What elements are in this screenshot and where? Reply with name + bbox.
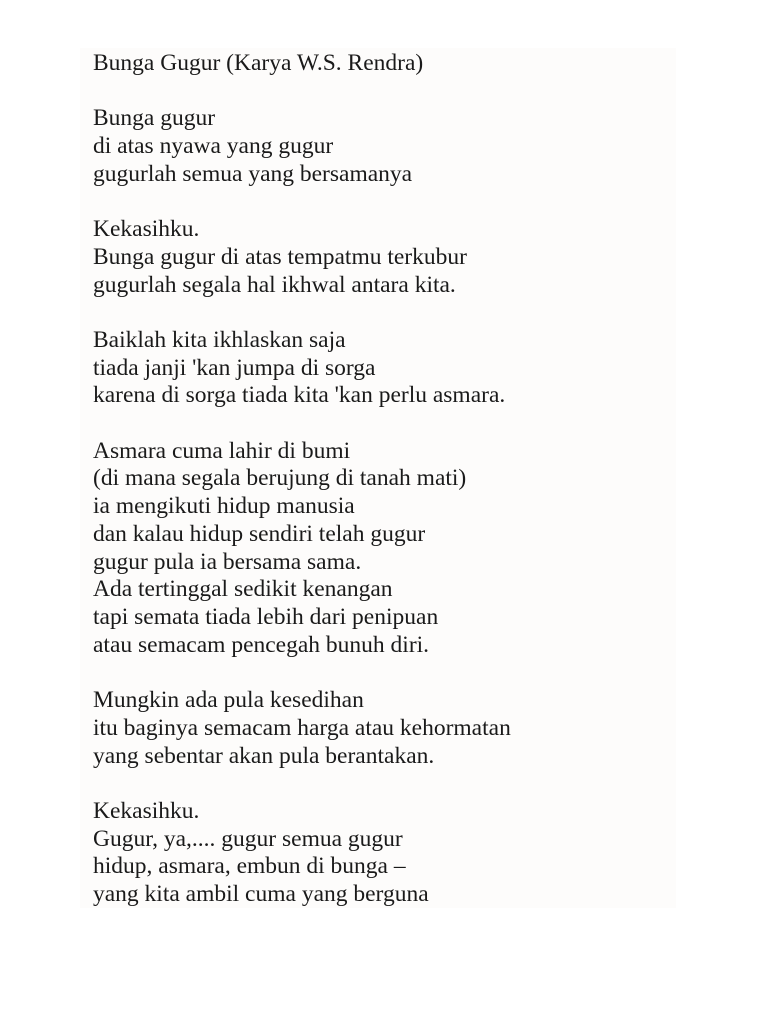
poem-line: atau semacam pencegah bunuh diri.	[93, 631, 430, 658]
stanza-3	[93, 327, 511, 410]
poem-line: Bunga gugur di atas tempatmu terkubur	[93, 243, 467, 270]
poem-line: Ada tertinggal sedikit kenangan	[93, 576, 393, 603]
poem-line: itu baginya semacam harga atau kehormatan	[93, 714, 511, 741]
poem	[93, 50, 511, 909]
poem-line: (di mana segala berujung di tanah mati)	[93, 465, 467, 492]
stanza-1	[93, 105, 511, 188]
poem-line: Kekasihku.	[93, 797, 200, 824]
poem-title: Bunga Gugur (Karya W.S. Rendra)	[93, 50, 424, 76]
stanza-5	[93, 687, 511, 770]
poem-line: yang kita ambil cuma yang berguna	[93, 881, 429, 907]
poem-line: ia mengikuti hidup manusia	[93, 493, 355, 520]
poem-line: hidup, asmara, embun di bunga –	[93, 853, 406, 880]
poem-line: Mungkin ada pula kesedihan	[93, 687, 364, 714]
poem-line: dan kalau hidup sendiri telah gugur	[93, 520, 426, 547]
poem-line: Bunga gugur	[93, 105, 216, 132]
poem-line: tiada janji 'kan jumpa di sorga	[93, 354, 376, 381]
poem-line: tapi semata tiada lebih dari penipuan	[93, 604, 439, 630]
poem-line: gugurlah semua yang bersamanya	[93, 160, 413, 187]
stanza-4	[93, 438, 511, 660]
poem-line: gugur pula ia bersama sama.	[93, 548, 362, 575]
poem-line: karena di sorga tiada kita 'kan perlu asmara.	[93, 382, 506, 409]
poem-line: yang sebentar akan pula berantakan.	[93, 742, 435, 769]
poem-line: Kekasihku.	[93, 216, 200, 243]
poem-line: Gugur, ya,.... gugur semua gugur	[93, 825, 403, 852]
poem-line: Asmara cuma lahir di bumi	[93, 437, 351, 464]
poem-line: gugurlah segala hal ikhwal antara kita.	[93, 271, 456, 298]
stanza-2	[93, 216, 511, 299]
poem-line: Baiklah kita ikhlaskan saja	[93, 326, 346, 353]
poem-line: di atas nyawa yang gugur	[93, 133, 334, 160]
stanza-6	[93, 798, 511, 909]
